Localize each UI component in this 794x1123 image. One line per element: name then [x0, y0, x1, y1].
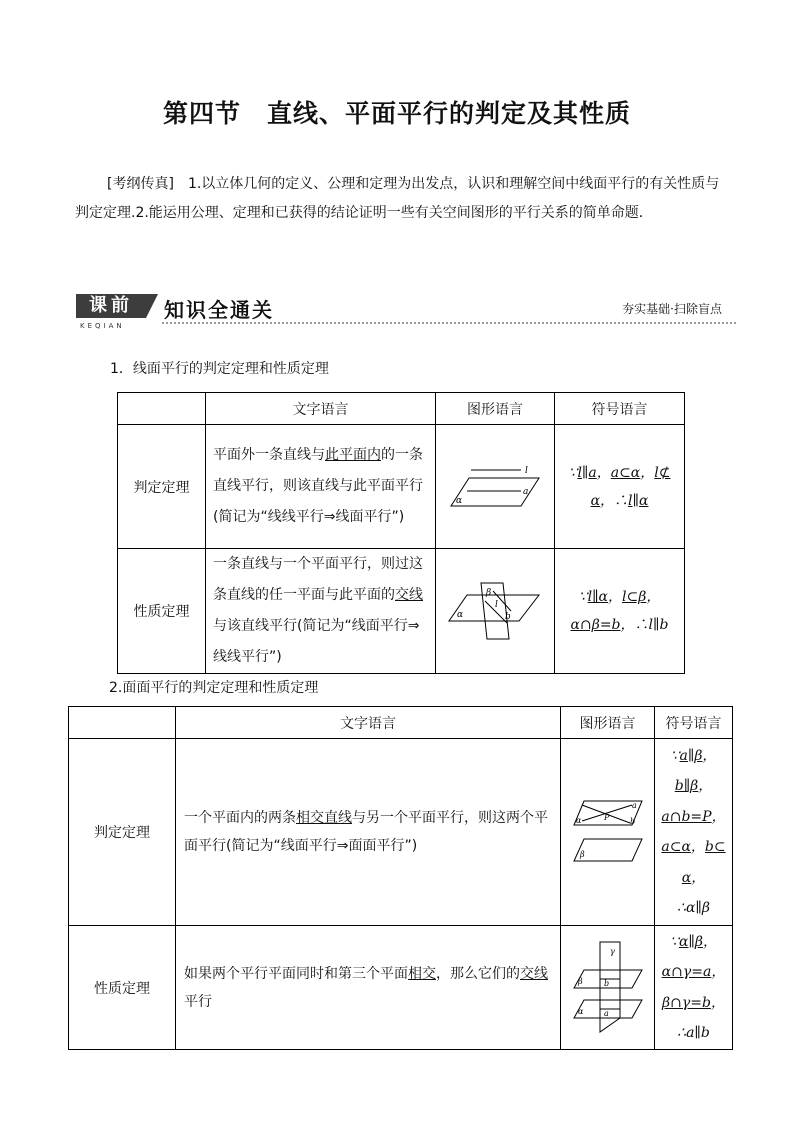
header-symbol-lang: 符号语言	[655, 707, 733, 739]
line-plane-figure	[447, 462, 543, 512]
sym-part: ∴a∥b	[677, 1025, 710, 1041]
label-P: P	[603, 813, 609, 822]
underlined-text: 此平面内	[325, 447, 381, 463]
symbol-line	[655, 893, 732, 924]
label-a: a	[523, 486, 529, 497]
sym-underlined: a⊂α	[610, 464, 641, 481]
row-text	[206, 549, 436, 674]
label-alpha: α	[457, 610, 464, 620]
sym-part: ，	[646, 589, 661, 605]
table-row	[118, 425, 685, 549]
sym-underlined: a∥β	[679, 747, 703, 764]
label-a: a	[603, 1008, 609, 1018]
header-text-lang: 文字语言	[176, 707, 561, 739]
header-empty	[118, 393, 206, 425]
sym-underlined: a∩b=P	[661, 808, 712, 825]
sym-underlined: β∩γ=b	[662, 994, 711, 1011]
header-figure-lang: 图形语言	[436, 393, 555, 425]
header-symbol-lang: 符号语言	[555, 393, 685, 425]
plane-plane-table	[68, 706, 733, 1050]
intro-text: 1.以立体几何的定义、公理和定理为出发点，认识和理解空间中线面平行的有关性质与判定定理.2.能运用公理、定理和已获得的结论证明一些有关空间图形的平行关系的简单命题．	[75, 176, 720, 221]
section-banner	[76, 294, 736, 334]
underlined-text: 相交	[408, 965, 436, 982]
label-alpha: α	[577, 1006, 583, 1016]
intro-tag: [考纲传真]	[107, 176, 174, 192]
symbol-cell	[555, 425, 685, 549]
symbol-line	[555, 459, 684, 487]
label-a: a	[631, 801, 637, 810]
row-text	[176, 926, 561, 1050]
sym-underlined: α	[681, 869, 692, 886]
label-beta: β	[577, 976, 583, 986]
banner-rule	[162, 322, 736, 324]
sym-underlined: α∥β	[678, 933, 703, 950]
symbol-line	[655, 1018, 732, 1049]
sym-part: ∵	[578, 589, 588, 605]
sym-underlined: α∩β=b	[570, 617, 621, 633]
page-title: 第四节 直线、平面平行的判定及其性质	[162, 99, 631, 128]
sym-part: ，	[596, 464, 611, 481]
line-plane-table	[117, 392, 685, 674]
plane-parallel-figure	[570, 797, 646, 867]
banner-pinyin: KEQIAN	[80, 322, 125, 330]
symbol-line: α，	[681, 869, 706, 886]
sym-underlined: α∩γ=a	[661, 964, 712, 980]
symbol-line	[555, 487, 684, 515]
table-header-row	[118, 393, 685, 425]
figure-cell	[436, 425, 555, 549]
table-row	[118, 549, 685, 674]
underlined-text: 交线	[395, 587, 423, 603]
text-part: 如果两个平行平面同时和第三个平面	[184, 965, 408, 982]
label-beta: β	[486, 588, 492, 598]
text-part: 与该直线平行(简记为“线面平行⇒线线平行”)	[213, 618, 420, 665]
text-part: ，那么它们的	[436, 965, 520, 982]
symbol-line: b∥β，	[674, 778, 713, 794]
label-alpha: α	[456, 495, 463, 506]
sym-part: ，∴	[600, 492, 629, 509]
table-row	[69, 926, 733, 1050]
table-header-row	[69, 707, 733, 739]
label-gamma: γ	[609, 946, 615, 956]
header-empty	[69, 707, 176, 739]
figure-cell	[561, 926, 655, 1050]
sym-part: ∵	[670, 747, 680, 764]
banner-subtitle: 夯实基础·扫除盲点	[622, 302, 722, 316]
table-row	[69, 739, 733, 926]
header-text-lang: 文字语言	[206, 393, 436, 425]
row-text	[176, 739, 561, 926]
text-part: 平行	[184, 993, 212, 1010]
section1-heading: 1．线面平行的判定定理和性质定理	[110, 361, 329, 377]
row-text	[206, 425, 436, 549]
symbol-cell	[555, 549, 685, 674]
sym-underlined: l∥α	[587, 589, 608, 605]
sym-part: ∵	[568, 464, 578, 481]
row-label: 性质定理	[69, 926, 176, 1050]
three-planes-figure	[570, 940, 646, 1036]
symbol-line: a⊂α，b⊂	[661, 839, 726, 855]
figure-cell	[436, 549, 555, 674]
label-b: b	[505, 612, 511, 622]
sym-part: ，	[608, 589, 622, 605]
label-alpha: α	[575, 816, 581, 825]
label-l: l	[495, 600, 498, 610]
sym-underlined: l⊄	[654, 464, 671, 481]
underlined-text: 相交直线	[296, 810, 352, 826]
symbol-line	[555, 583, 684, 611]
banner-title: 知识全通关	[164, 298, 274, 322]
underlined-text: 交线	[520, 965, 548, 982]
symbol-line: a∩b=P，	[661, 808, 726, 825]
sym-underlined: b⊂	[704, 839, 726, 855]
text-part: 的一条直线平行，则该直线与此平面平行(简记为“线线平行⇒线面平行”)	[213, 447, 423, 525]
figure-cell	[561, 739, 655, 926]
banner-triangle	[146, 294, 158, 318]
sym-underlined: l∥a	[577, 464, 597, 481]
header-figure-lang: 图形语言	[561, 707, 655, 739]
sym-part: ，	[640, 464, 655, 481]
sym-underlined: a⊂α	[661, 839, 691, 855]
sym-underlined: b∥β	[674, 778, 699, 794]
sym-underlined: l∥α	[628, 492, 649, 509]
label-b: b	[603, 978, 609, 988]
text-part: 一个平面内的两条	[184, 810, 296, 826]
symbol-line: α∩γ=a，	[661, 964, 726, 980]
row-label: 判定定理	[118, 425, 206, 549]
symbol-cell	[655, 739, 733, 926]
symbol-line: ∵a∥β，	[670, 747, 717, 764]
text-part: 一条直线与一个平面平行，则过这条直线的任一平面与此平面的	[213, 556, 423, 603]
symbol-line	[555, 611, 684, 639]
label-beta: β	[579, 850, 585, 859]
text-part: 与另一个平面平行，则这两个平面平行(简记为“线面平行⇒面面平行”)	[184, 810, 548, 854]
sym-part: ∴α∥β	[677, 900, 710, 916]
label-l: l	[525, 465, 528, 476]
label-b: b	[629, 817, 635, 826]
symbol-line: β∩γ=b，	[662, 994, 725, 1011]
sym-part: ∵	[670, 933, 679, 950]
sym-part: ，∴l∥b	[620, 617, 669, 633]
text-part: 平面外一条直线与	[213, 447, 325, 463]
sym-underlined: l⊂β	[622, 589, 647, 605]
intro-paragraph	[75, 170, 730, 228]
banner-box: 课前	[76, 294, 146, 318]
symbol-line: ∵α∥β，	[670, 933, 717, 950]
plane-intersect-figure	[447, 581, 543, 641]
symbol-cell	[655, 926, 733, 1050]
sym-underlined: α	[590, 492, 601, 509]
row-label: 判定定理	[69, 739, 176, 926]
section2-heading: 2.面面平行的判定定理和性质定理	[109, 680, 319, 696]
row-label: 性质定理	[118, 549, 206, 674]
